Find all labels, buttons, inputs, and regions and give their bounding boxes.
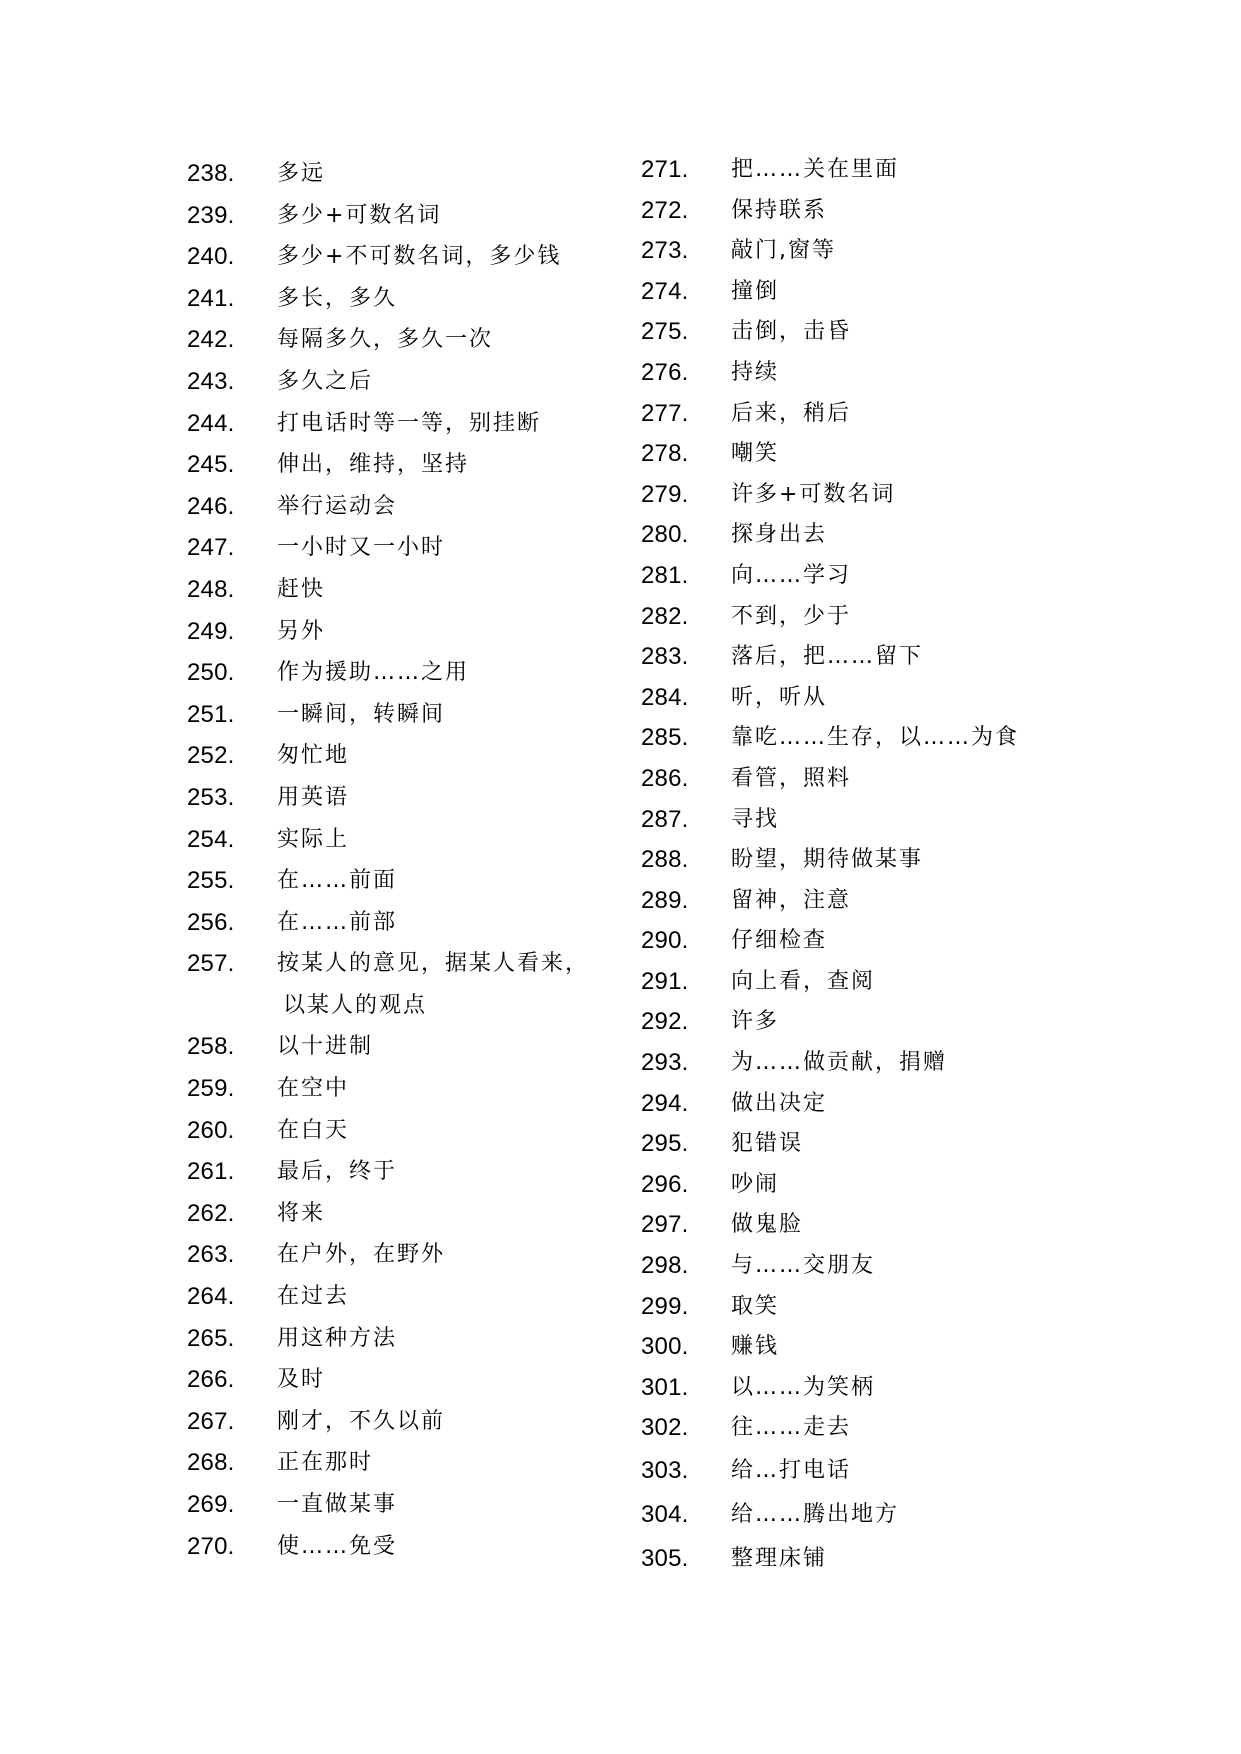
item-number: 293.: [641, 1049, 689, 1077]
item-text: 一直做某事: [277, 1492, 398, 1517]
list-item: [641, 1043, 1081, 1084]
item-text: 看管，照料: [731, 765, 852, 791]
item-text: 嘲笑: [731, 441, 780, 467]
item-text: 赚钱: [731, 1334, 780, 1360]
item-number: 262.: [187, 1199, 235, 1227]
item-text: 向上看，查阅: [731, 968, 876, 994]
item-number: 254.: [187, 825, 235, 853]
item-text: 在户外，在野外: [277, 1242, 446, 1268]
item-text: 作为援助……之用: [277, 660, 470, 686]
item-text: 往……走去: [731, 1415, 852, 1441]
item-text: 每隔多久，多久一次: [277, 327, 494, 353]
list-item: [187, 1401, 607, 1443]
list-item: [641, 475, 1081, 516]
item-number: 255.: [187, 867, 235, 895]
item-number: 267.: [187, 1407, 235, 1435]
item-number: 269.: [187, 1491, 235, 1518]
list-item: [187, 1026, 607, 1068]
item-number: 273.: [641, 237, 689, 265]
item-number: 257.: [187, 950, 235, 978]
list-item: [187, 527, 607, 569]
list-item: [641, 1124, 1081, 1165]
list-item: [187, 278, 607, 320]
item-number: 264.: [187, 1283, 235, 1311]
item-text: 敲门,窗等: [731, 238, 836, 264]
item-text: 犯错误: [731, 1131, 804, 1157]
item-text: 一瞬间，转瞬间: [277, 701, 446, 727]
item-number: 244.: [187, 409, 235, 437]
list-item: [187, 153, 607, 195]
item-text: 在过去: [277, 1284, 350, 1310]
list-item: [641, 881, 1081, 922]
item-text: 持续: [731, 359, 780, 385]
item-text: 在……前部: [277, 909, 398, 935]
item-text: 撞倒: [731, 278, 780, 304]
item-text: 匆忙地: [277, 743, 350, 769]
list-item: [187, 236, 607, 278]
item-text: 多少+可数名词: [277, 202, 442, 228]
item-text: 使……免受: [277, 1533, 398, 1559]
item-number: 242.: [187, 326, 235, 354]
item-number: 253.: [187, 783, 235, 811]
item-number: 304.: [641, 1501, 689, 1528]
item-text-continuation: 以某人的观点: [283, 992, 428, 1018]
item-text: 在空中: [277, 1076, 350, 1102]
item-number: 263.: [187, 1241, 235, 1269]
item-text: 盼望，期待做某事: [731, 847, 924, 873]
item-number: 238.: [187, 160, 235, 187]
item-text: 取笑: [731, 1293, 780, 1319]
item-text: 在……前面: [277, 868, 398, 894]
list-item: [187, 1193, 607, 1235]
item-number: 260.: [187, 1116, 235, 1144]
item-text: 用这种方法: [277, 1325, 398, 1351]
item-number: 245.: [187, 451, 235, 479]
list-item: [641, 1368, 1081, 1409]
list-item: [641, 1246, 1081, 1287]
item-number: 303.: [641, 1457, 689, 1484]
list-item: [641, 191, 1081, 232]
list-item: [641, 1327, 1081, 1368]
item-text: 用英语: [277, 784, 350, 810]
list-item: [187, 1276, 607, 1318]
item-number: 274.: [641, 277, 689, 305]
item-number: 298.: [641, 1252, 689, 1280]
item-number: 300.: [641, 1333, 689, 1361]
list-item: [187, 403, 607, 445]
item-number: 261.: [187, 1158, 235, 1186]
item-number: 279.: [641, 480, 689, 508]
item-text: 给…打电话: [731, 1458, 852, 1483]
list-item: [641, 434, 1081, 475]
item-number: 268.: [187, 1449, 235, 1477]
list-item: [641, 1165, 1081, 1206]
item-number: 280.: [641, 521, 689, 549]
item-number: 288.: [641, 846, 689, 874]
list-item: [187, 1526, 607, 1568]
item-text: [277, 943, 597, 1026]
list-item: [187, 819, 607, 861]
list-item: [187, 444, 607, 486]
list-item: [187, 1484, 607, 1526]
item-text: 做出决定: [731, 1090, 828, 1116]
list-item: [641, 759, 1081, 800]
left-column: [187, 153, 607, 1567]
right-column: [641, 150, 1081, 1581]
item-text: 仔细检查: [731, 928, 828, 954]
list-item: [641, 921, 1081, 962]
item-number: 287.: [641, 805, 689, 833]
list-item: [641, 394, 1081, 435]
item-text: 赶快: [277, 576, 326, 602]
item-number: 239.: [187, 201, 235, 229]
list-item: [641, 515, 1081, 556]
item-number: 246.: [187, 492, 235, 520]
item-text: 与……交朋友: [731, 1253, 876, 1279]
item-text: 探身出去: [731, 522, 828, 548]
list-item: [187, 1234, 607, 1276]
item-text: 打电话时等一等，别挂断: [277, 410, 542, 436]
item-number: 241.: [187, 284, 235, 312]
list-item: [641, 312, 1081, 353]
list-item: [187, 486, 607, 528]
item-text: 寻找: [731, 806, 780, 832]
list-item: [641, 1084, 1081, 1125]
item-number: 291.: [641, 967, 689, 995]
list-item: [641, 840, 1081, 881]
item-number: 283.: [641, 643, 689, 671]
list-item: [187, 694, 607, 736]
list-item: [187, 611, 607, 653]
item-number: 296.: [641, 1170, 689, 1198]
item-text: 为……做贡献，捐赠: [731, 1050, 948, 1076]
item-number: 281.: [641, 561, 689, 589]
item-text: 将来: [277, 1200, 326, 1226]
item-number: 256.: [187, 908, 235, 936]
list-item: [187, 902, 607, 944]
item-text: 及时: [277, 1367, 326, 1393]
item-text: 击倒，击昏: [731, 319, 852, 345]
list-item: [187, 1068, 607, 1110]
item-text: 多远: [277, 161, 326, 186]
list-item: [641, 1537, 1081, 1581]
item-text-line: 按某人的意见，据某人看来，: [277, 951, 590, 977]
item-number: 289.: [641, 886, 689, 914]
item-number: 251.: [187, 700, 235, 728]
item-text: 实际上: [277, 826, 350, 852]
list-item: [641, 1408, 1081, 1449]
item-text: 吵闹: [731, 1171, 780, 1197]
item-text: 做鬼脸: [731, 1212, 804, 1238]
item-number: 299.: [641, 1292, 689, 1320]
list-item: [187, 361, 607, 403]
list-item: [187, 1442, 607, 1484]
item-text: 听，听从: [731, 684, 828, 710]
item-text: 举行运动会: [277, 493, 398, 519]
item-text: 许多+可数名词: [731, 481, 896, 507]
item-text: 后来，稍后: [731, 400, 852, 426]
item-text: 以……为笑柄: [731, 1374, 876, 1400]
list-item: [641, 962, 1081, 1003]
list-item: [641, 1449, 1081, 1493]
list-item: [187, 319, 607, 361]
item-text: 靠吃……生存，以……为食: [731, 725, 1020, 751]
list-item: [641, 353, 1081, 394]
item-number: 301.: [641, 1373, 689, 1401]
item-text: 许多: [731, 1009, 780, 1035]
item-text: 不到，少于: [731, 603, 852, 629]
list-item: [187, 860, 607, 902]
item-text: 给……腾出地方: [731, 1502, 900, 1527]
item-text: 向……学习: [731, 562, 852, 588]
item-number: 275.: [641, 318, 689, 346]
item-number: 284.: [641, 683, 689, 711]
list-item: [641, 597, 1081, 638]
item-text: 刚才，不久以前: [277, 1408, 446, 1434]
item-number: 294.: [641, 1089, 689, 1117]
item-number: 290.: [641, 927, 689, 955]
list-item: [641, 637, 1081, 678]
item-number: 252.: [187, 742, 235, 770]
item-number: 276.: [641, 358, 689, 386]
list-item: [641, 1493, 1081, 1537]
item-text: 一小时又一小时: [277, 535, 446, 561]
item-text: 正在那时: [277, 1450, 374, 1476]
list-item: [187, 735, 607, 777]
list-item: [187, 195, 607, 237]
list-item: [641, 272, 1081, 313]
item-number: 305.: [641, 1545, 689, 1572]
item-number: 247.: [187, 534, 235, 562]
item-text: 把……关在里面: [731, 157, 900, 182]
item-number: 248.: [187, 575, 235, 603]
item-number: 282.: [641, 602, 689, 630]
list-item: [187, 1110, 607, 1152]
list-item: [641, 150, 1081, 191]
list-item: [641, 1287, 1081, 1328]
item-number: 265.: [187, 1324, 235, 1352]
item-text: 最后，终于: [277, 1159, 398, 1185]
item-text: 多长，多久: [277, 285, 398, 311]
list-item: [641, 1002, 1081, 1043]
item-number: 286.: [641, 764, 689, 792]
item-number: 272.: [641, 196, 689, 224]
item-number: 302.: [641, 1414, 689, 1442]
item-number: 249.: [187, 617, 235, 645]
item-number: 285.: [641, 724, 689, 752]
list-item: [641, 556, 1081, 597]
item-number: 250.: [187, 659, 235, 687]
item-number: 258.: [187, 1033, 235, 1061]
list-item: [187, 777, 607, 819]
list-item: [187, 652, 607, 694]
list-item: [641, 1205, 1081, 1246]
item-text: 在白天: [277, 1117, 350, 1143]
item-number: 277.: [641, 399, 689, 427]
list-item: [187, 1151, 607, 1193]
list-item: [187, 1359, 607, 1401]
item-text: 伸出，维持，坚持: [277, 452, 470, 478]
item-number: 266.: [187, 1366, 235, 1394]
list-item: [641, 231, 1081, 272]
item-text: 多少+不可数名词，多少钱: [277, 244, 562, 270]
item-text: 保持联系: [731, 197, 828, 223]
item-text: 以十进制: [277, 1034, 374, 1060]
item-number: 243.: [187, 367, 235, 395]
list-item: [641, 800, 1081, 841]
list-item: [641, 718, 1081, 759]
item-text: 留神，注意: [731, 887, 852, 913]
item-text: 落后，把……留下: [731, 644, 924, 670]
list-item: [187, 569, 607, 611]
item-number: 240.: [187, 243, 235, 271]
item-number: 278.: [641, 440, 689, 468]
list-item: [641, 678, 1081, 719]
list-item: [187, 1318, 607, 1360]
item-number: 292.: [641, 1008, 689, 1036]
item-number: 270.: [187, 1532, 235, 1560]
item-number: 295.: [641, 1130, 689, 1158]
item-number: 259.: [187, 1075, 235, 1103]
item-number: 297.: [641, 1211, 689, 1239]
item-text: 整理床铺: [731, 1546, 828, 1571]
item-number: 271.: [641, 156, 689, 183]
item-text: 另外: [277, 618, 326, 644]
item-text: 多久之后: [277, 368, 374, 394]
list-item: [187, 943, 607, 1026]
